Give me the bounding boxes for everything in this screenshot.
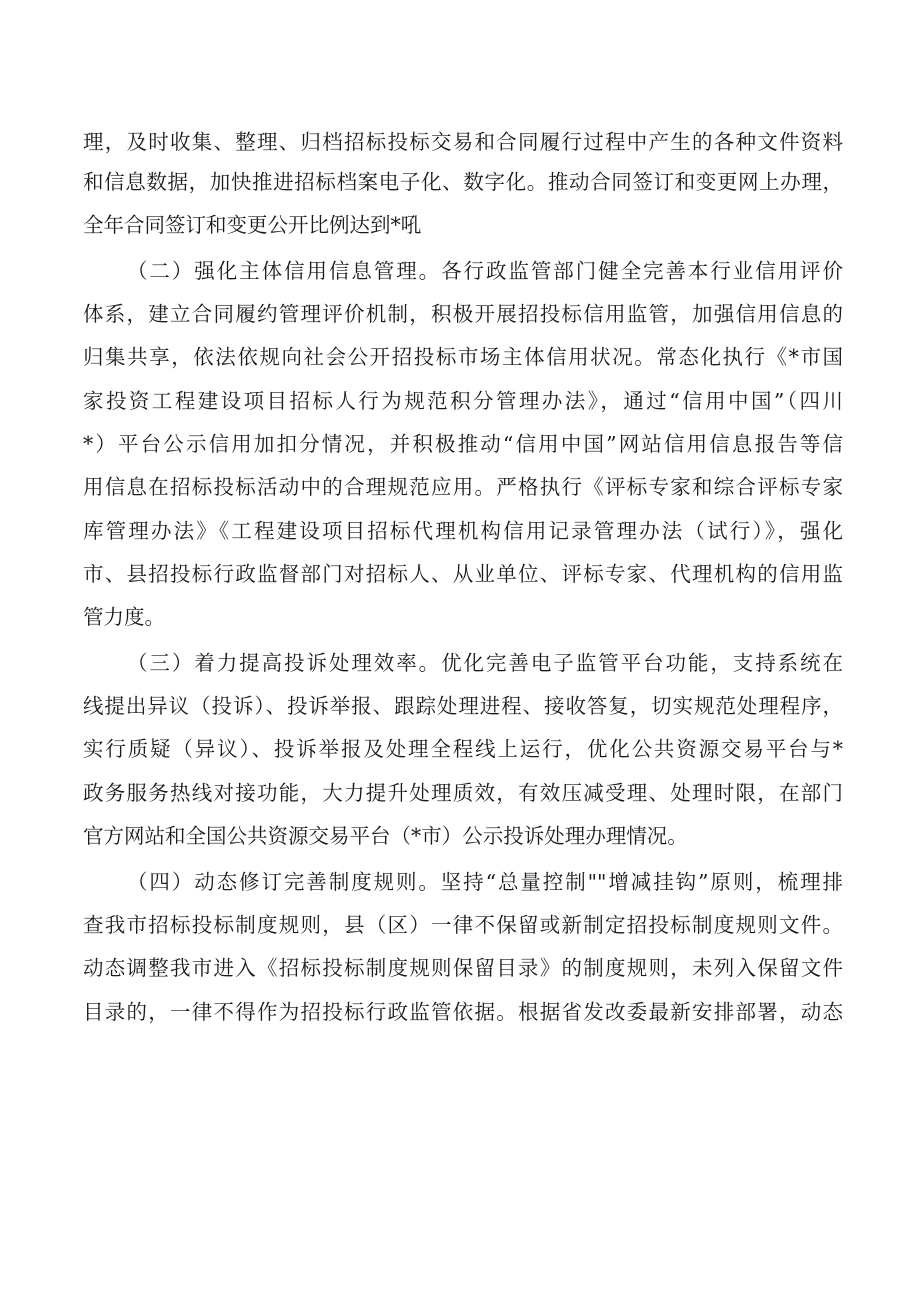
paragraph-line: 归集共享，依法依规向社会公开招投标市场主体信用状况。常态化执行《*市国 <box>83 345 843 369</box>
paragraph-line: 动态调整我市进入《招标投标制度规则保留目录》的制度规则，未列入保留文件 <box>83 956 843 980</box>
paragraph-line: 官方网站和全国公共资源交易平台（*市）公示投诉处理办理情况。 <box>83 824 688 848</box>
paragraph-line: 线提出异议（投诉）、投诉举报、跟踪处理进程、接收答复，切实规范处理程序， <box>83 694 843 718</box>
paragraph-first-line: （四）动态修订完善制度规则。坚持“总量控制""增减挂钩”原则，梳理排 <box>127 870 843 894</box>
paragraph-line: 查我市招标投标制度规则，县（区）一律不保留或新制定招投标制度规则文件。 <box>83 913 843 937</box>
paragraph-line: 实行质疑（异议）、投诉举报及处理全程线上运行，优化公共资源交易平台与* <box>83 737 843 761</box>
paragraph-line: 全年合同签订和变更公开比例达到*吼 <box>83 213 422 237</box>
paragraph-line: 体系，建立合同履约管理评价机制，积极开展招投标信用监管，加强信用信息的 <box>83 302 843 326</box>
paragraph-line: 库管理办法》《工程建设项目招标代理机构信用记录管理办法（试行）》，强化 <box>83 519 843 543</box>
paragraph-line: 政务服务热线对接功能，大力提升处理质效，有效压减受理、处理时限，在部门 <box>83 781 843 805</box>
paragraph-line: 用信息在招标投标活动中的合理规范应用。严格执行《评标专家和综合评标专家 <box>83 475 843 499</box>
paragraph-line: 和信息数据，加快推进招标档案电子化、数字化。推动合同签订和变更网上办理， <box>83 170 843 194</box>
paragraph-line: 管力度。 <box>83 605 165 629</box>
paragraph-line: 家投资工程建设项目招标人行为规范积分管理办法》，通过“信用中国”（四川 <box>83 389 843 413</box>
paragraph-first-line: （二）强化主体信用信息管理。各行政监管部门健全完善本行业信用评价 <box>127 259 843 283</box>
paragraph-line: 目录的，一律不得作为招投标行政监管依据。根据省发改委最新安排部署，动态 <box>83 1000 843 1024</box>
paragraph-first-line: （三）着力提高投诉处理效率。优化完善电子监管平台功能，支持系统在 <box>127 651 843 675</box>
paragraph-line: 市、县招投标行政监督部门对招标人、从业单位、评标专家、代理机构的信用监 <box>83 562 843 586</box>
paragraph-line: *）平台公示信用加扣分情况，并积极推动“信用中国”网站信用信息报告等信 <box>83 432 843 456</box>
paragraph-line: 理，及时收集、整理、归档招标投标交易和合同履行过程中产生的各种文件资料 <box>83 130 843 154</box>
